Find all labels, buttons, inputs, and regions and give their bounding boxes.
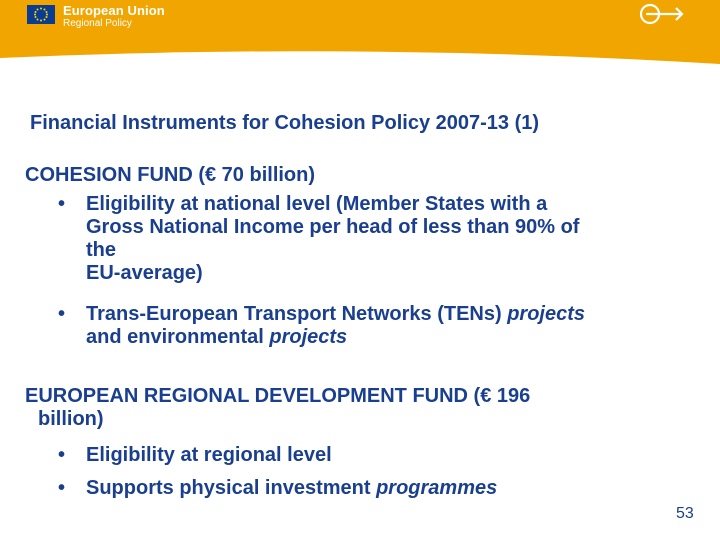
brand [63, 4, 165, 30]
cohesion-fund-heading: COHESION FUND (€ 70 billion) [25, 164, 316, 186]
eu-flag-icon [27, 5, 55, 24]
bullet-item [58, 477, 498, 500]
eu-regional-arrows-icon [638, 3, 686, 30]
header-banner [0, 0, 720, 64]
bullet-line [86, 326, 585, 349]
page-number: 53 [676, 505, 694, 522]
bullet-glyph: • [58, 444, 66, 466]
brand-title: European Union [63, 3, 165, 18]
erdf-heading [25, 385, 530, 431]
bullet-glyph: • [58, 193, 66, 215]
bullet-glyph: • [58, 477, 66, 499]
brand-subtitle: Regional Policy [63, 18, 132, 29]
bullet-italic-text: programmes [376, 477, 498, 499]
bullet-item [58, 193, 580, 285]
bullet-italic-text: projects [507, 303, 586, 325]
bullet-line: the [86, 239, 116, 261]
bullet-item [58, 303, 586, 349]
bullet-line: EU-average) [86, 262, 203, 284]
bullet-line [86, 303, 585, 326]
bullet-line: Gross National Income per head of less than 90% of [86, 216, 580, 238]
bullet-text: and environmental [86, 326, 270, 348]
bullet-text: Supports physical investment [86, 477, 377, 499]
bullet-text: Eligibility at regional level [86, 444, 332, 466]
bullet-italic-text: projects [269, 326, 348, 348]
erdf-heading-line: billion) [38, 408, 104, 430]
slide-title: Financial Instruments for Cohesion Policy 2007-13 (1) [30, 112, 540, 134]
bullet-line: Eligibility at national level (Member States with a [86, 193, 548, 215]
bullet-item [58, 444, 332, 467]
erdf-heading-line: EUROPEAN REGIONAL DEVELOPMENT FUND (€ 196 [25, 385, 531, 407]
bullet-glyph: • [58, 303, 66, 325]
bullet-text: Trans-European Transport Networks (TENs) [86, 303, 508, 325]
